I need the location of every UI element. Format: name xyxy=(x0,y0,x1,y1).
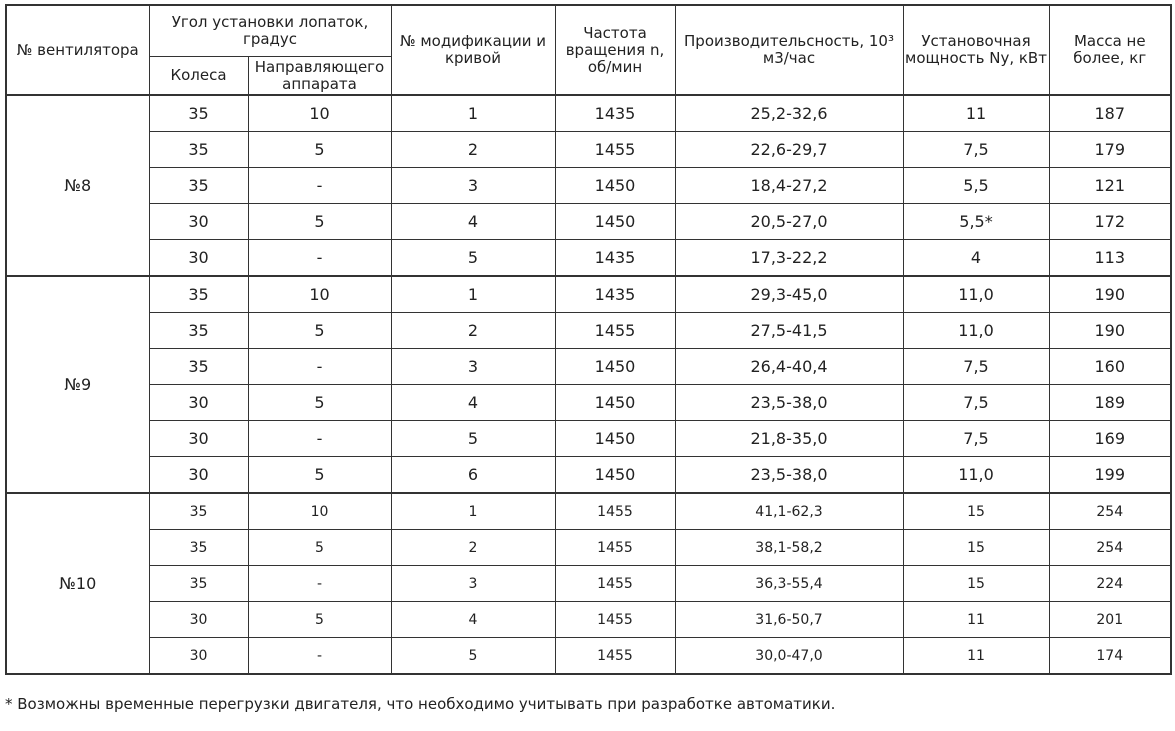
footnote: * Возможны временные перегрузки двигателя, что необходимо учитывать при разработке автоматики. xyxy=(5,695,836,713)
cell-wheel-angle: 30 xyxy=(149,421,248,457)
table-row xyxy=(6,566,1171,602)
cell-power: 7,5 xyxy=(903,349,1049,385)
cell-speed: 1450 xyxy=(555,349,675,385)
cell-modification: 5 xyxy=(391,638,555,675)
table-row xyxy=(6,313,1171,349)
cell-power: 15 xyxy=(903,493,1049,530)
cell-speed: 1435 xyxy=(555,240,675,277)
cell-power: 11 xyxy=(903,95,1049,132)
cell-mass: 179 xyxy=(1049,132,1171,168)
cell-guide-angle: 10 xyxy=(248,493,391,530)
cell-capacity: 27,5-41,5 xyxy=(675,313,903,349)
cell-mass: 224 xyxy=(1049,566,1171,602)
cell-guide-angle: 5 xyxy=(248,385,391,421)
cell-mass: 187 xyxy=(1049,95,1171,132)
cell-modification: 3 xyxy=(391,349,555,385)
cell-power: 5,5 xyxy=(903,168,1049,204)
table-row xyxy=(6,385,1171,421)
cell-fan-no: №10 xyxy=(6,493,149,674)
cell-modification: 2 xyxy=(391,313,555,349)
table-row xyxy=(6,457,1171,494)
cell-mass: 169 xyxy=(1049,421,1171,457)
cell-mass: 254 xyxy=(1049,530,1171,566)
cell-guide-angle: 5 xyxy=(248,313,391,349)
cell-guide-angle: 5 xyxy=(248,457,391,494)
table-row xyxy=(6,421,1171,457)
cell-mass: 172 xyxy=(1049,204,1171,240)
table-row xyxy=(6,95,1171,132)
cell-capacity: 23,5-38,0 xyxy=(675,457,903,494)
cell-capacity: 29,3-45,0 xyxy=(675,276,903,313)
fan-spec-table xyxy=(5,4,1172,675)
cell-capacity: 36,3-55,4 xyxy=(675,566,903,602)
cell-speed: 1435 xyxy=(555,276,675,313)
table-header xyxy=(6,5,1171,95)
header-fan-no: № вентилятора xyxy=(6,5,149,95)
header-blade-angle: Угол установки лопаток, градус xyxy=(149,5,391,57)
cell-power: 4 xyxy=(903,240,1049,277)
cell-capacity: 41,1-62,3 xyxy=(675,493,903,530)
cell-power: 11 xyxy=(903,602,1049,638)
header-capacity: Производительсность, 10³ м3/час xyxy=(675,5,903,95)
cell-modification: 5 xyxy=(391,421,555,457)
cell-wheel-angle: 35 xyxy=(149,530,248,566)
cell-modification: 1 xyxy=(391,493,555,530)
cell-power: 7,5 xyxy=(903,132,1049,168)
cell-capacity: 26,4-40,4 xyxy=(675,349,903,385)
cell-guide-angle: 5 xyxy=(248,204,391,240)
cell-guide-angle: - xyxy=(248,638,391,675)
table-row xyxy=(6,602,1171,638)
cell-modification: 2 xyxy=(391,132,555,168)
cell-modification: 6 xyxy=(391,457,555,494)
cell-speed: 1455 xyxy=(555,566,675,602)
cell-speed: 1455 xyxy=(555,638,675,675)
cell-speed: 1450 xyxy=(555,457,675,494)
cell-mass: 190 xyxy=(1049,313,1171,349)
cell-mass: 190 xyxy=(1049,276,1171,313)
cell-capacity: 31,6-50,7 xyxy=(675,602,903,638)
cell-power: 11 xyxy=(903,638,1049,675)
cell-guide-angle: 10 xyxy=(248,95,391,132)
cell-fan-no: №9 xyxy=(6,276,149,493)
table-row xyxy=(6,638,1171,675)
table-row xyxy=(6,276,1171,313)
table-row xyxy=(6,240,1171,277)
cell-modification: 3 xyxy=(391,566,555,602)
cell-speed: 1435 xyxy=(555,95,675,132)
header-guide: Направляющего аппарата xyxy=(248,57,391,96)
cell-wheel-angle: 35 xyxy=(149,566,248,602)
cell-capacity: 20,5-27,0 xyxy=(675,204,903,240)
cell-guide-angle: - xyxy=(248,240,391,277)
cell-mass: 121 xyxy=(1049,168,1171,204)
cell-speed: 1450 xyxy=(555,168,675,204)
cell-modification: 4 xyxy=(391,385,555,421)
cell-guide-angle: 10 xyxy=(248,276,391,313)
cell-wheel-angle: 30 xyxy=(149,638,248,675)
cell-capacity: 38,1-58,2 xyxy=(675,530,903,566)
header-speed: Частота вращения n, об/мин xyxy=(555,5,675,95)
cell-mass: 174 xyxy=(1049,638,1171,675)
table-row xyxy=(6,168,1171,204)
cell-modification: 1 xyxy=(391,276,555,313)
table-row xyxy=(6,204,1171,240)
cell-capacity: 30,0-47,0 xyxy=(675,638,903,675)
cell-capacity: 21,8-35,0 xyxy=(675,421,903,457)
cell-fan-no: №8 xyxy=(6,95,149,276)
cell-modification: 5 xyxy=(391,240,555,277)
cell-speed: 1450 xyxy=(555,204,675,240)
cell-wheel-angle: 35 xyxy=(149,493,248,530)
cell-modification: 4 xyxy=(391,204,555,240)
cell-speed: 1455 xyxy=(555,493,675,530)
cell-wheel-angle: 30 xyxy=(149,240,248,277)
cell-speed: 1455 xyxy=(555,602,675,638)
cell-modification: 3 xyxy=(391,168,555,204)
cell-mass: 199 xyxy=(1049,457,1171,494)
header-power: Установочная мощность Ny, кВт xyxy=(903,5,1049,95)
cell-speed: 1455 xyxy=(555,530,675,566)
cell-modification: 2 xyxy=(391,530,555,566)
cell-power: 7,5 xyxy=(903,385,1049,421)
cell-speed: 1450 xyxy=(555,385,675,421)
cell-guide-angle: - xyxy=(248,421,391,457)
table-row xyxy=(6,132,1171,168)
cell-power: 5,5* xyxy=(903,204,1049,240)
cell-wheel-angle: 35 xyxy=(149,168,248,204)
cell-wheel-angle: 35 xyxy=(149,313,248,349)
cell-power: 11,0 xyxy=(903,457,1049,494)
cell-power: 11,0 xyxy=(903,276,1049,313)
cell-modification: 4 xyxy=(391,602,555,638)
cell-capacity: 23,5-38,0 xyxy=(675,385,903,421)
cell-guide-angle: - xyxy=(248,349,391,385)
cell-power: 15 xyxy=(903,530,1049,566)
cell-guide-angle: 5 xyxy=(248,132,391,168)
table-row xyxy=(6,349,1171,385)
cell-guide-angle: 5 xyxy=(248,602,391,638)
cell-guide-angle: - xyxy=(248,168,391,204)
header-mass: Масса не более, кг xyxy=(1049,5,1171,95)
header-modification: № модификации и кривой xyxy=(391,5,555,95)
cell-wheel-angle: 30 xyxy=(149,602,248,638)
cell-mass: 201 xyxy=(1049,602,1171,638)
table-row xyxy=(6,493,1171,530)
cell-mass: 189 xyxy=(1049,385,1171,421)
cell-wheel-angle: 35 xyxy=(149,95,248,132)
cell-power: 15 xyxy=(903,566,1049,602)
cell-wheel-angle: 35 xyxy=(149,276,248,313)
cell-capacity: 22,6-29,7 xyxy=(675,132,903,168)
cell-wheel-angle: 30 xyxy=(149,204,248,240)
cell-guide-angle: - xyxy=(248,566,391,602)
cell-speed: 1455 xyxy=(555,132,675,168)
cell-capacity: 18,4-27,2 xyxy=(675,168,903,204)
cell-power: 7,5 xyxy=(903,421,1049,457)
cell-speed: 1450 xyxy=(555,421,675,457)
cell-capacity: 17,3-22,2 xyxy=(675,240,903,277)
header-wheel: Колеса xyxy=(149,57,248,96)
table-row xyxy=(6,530,1171,566)
table-body xyxy=(6,95,1171,674)
cell-guide-angle: 5 xyxy=(248,530,391,566)
cell-wheel-angle: 35 xyxy=(149,349,248,385)
cell-wheel-angle: 35 xyxy=(149,132,248,168)
cell-capacity: 25,2-32,6 xyxy=(675,95,903,132)
cell-mass: 113 xyxy=(1049,240,1171,277)
cell-speed: 1455 xyxy=(555,313,675,349)
cell-mass: 160 xyxy=(1049,349,1171,385)
cell-power: 11,0 xyxy=(903,313,1049,349)
cell-modification: 1 xyxy=(391,95,555,132)
cell-wheel-angle: 30 xyxy=(149,457,248,494)
cell-wheel-angle: 30 xyxy=(149,385,248,421)
cell-mass: 254 xyxy=(1049,493,1171,530)
